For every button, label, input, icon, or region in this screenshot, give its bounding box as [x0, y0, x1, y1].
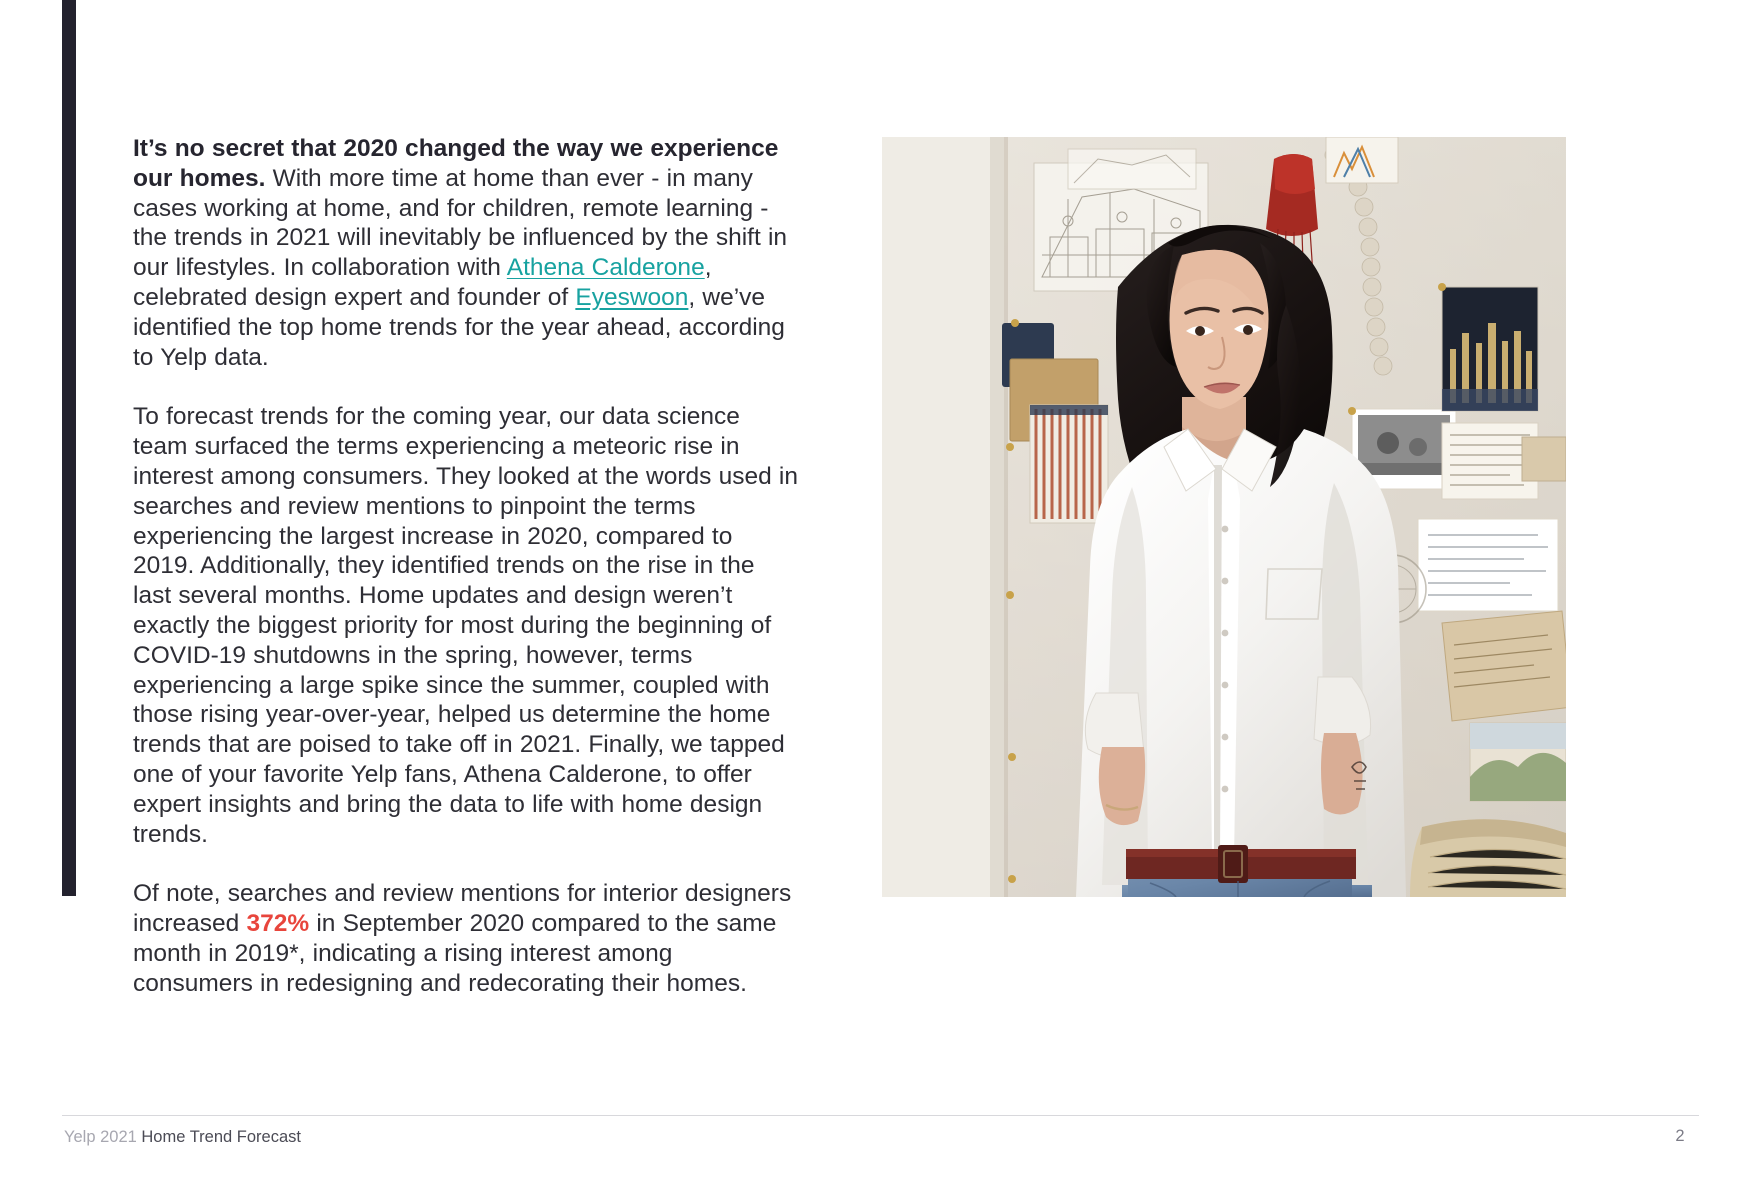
paragraph-1-text-a: With more time at home than ever - in many cases working at home, and for children, remote learning - the trends in 2021 will inevitably be influenced by the shift in our lifestyles. In collaboration with [133, 164, 788, 282]
hero-photo [882, 137, 1566, 897]
paragraph-2: To forecast trends for the coming year, our data science team surfaced the terms experiencing a meteoric rise in interest among consumers. They looked at the words used in searches and review mentions to pinpoint the terms experiencing the largest increase in 2020, compared to 2019. Additionally, they identified trends on the rise in the last several months. Home updates and design weren’t exactly the biggest priority for most during the beginning of COVID-19 shutdowns in the spring, however, terms experiencing a large spike since the summer, coupled with those rising year-over-year, helped us determine the home trends that are poised to take off in 2021. Finally, we tapped one of your favorite Yelp fans, Athena Calderone, to offer expert insights and bring the data to life with home design trends. [133, 403, 799, 848]
paragraph-1 [133, 134, 798, 372]
paragraph-1-text-c: , we’ve identified the top home trends for the year ahead, according to Yelp data. [133, 283, 785, 371]
page-number: 2 [1675, 1127, 1685, 1145]
body-text-column [133, 134, 798, 999]
link-eyeswoon[interactable]: Eyeswoon [575, 283, 689, 311]
hero-photo-illustration [882, 137, 1566, 897]
paragraph-3 [133, 879, 798, 998]
paragraph-1-lead: It’s no secret that 2020 changed the way we experience our homes. [133, 135, 779, 192]
highlight-percent: 372% [246, 910, 310, 938]
footer-divider [62, 1115, 1699, 1116]
link-athena-calderone[interactable]: Athena Calderone [506, 254, 705, 282]
paragraph-3-text-a: Of note, searches and review mentions for interior designers increased [133, 880, 792, 938]
footer-caption [64, 1127, 301, 1147]
left-accent-bar [62, 0, 76, 896]
footer-brand: Yelp 2021 [64, 1128, 142, 1146]
footer-title: Home Trend Forecast [141, 1128, 301, 1146]
paragraph-3-text-b: in September 2020 compared to the same month in 2019*, indicating a rising interest among consumers in redesigning and redecorating their homes. [133, 910, 777, 997]
paragraph-1-text-b: , celebrated design expert and founder of [133, 254, 712, 311]
